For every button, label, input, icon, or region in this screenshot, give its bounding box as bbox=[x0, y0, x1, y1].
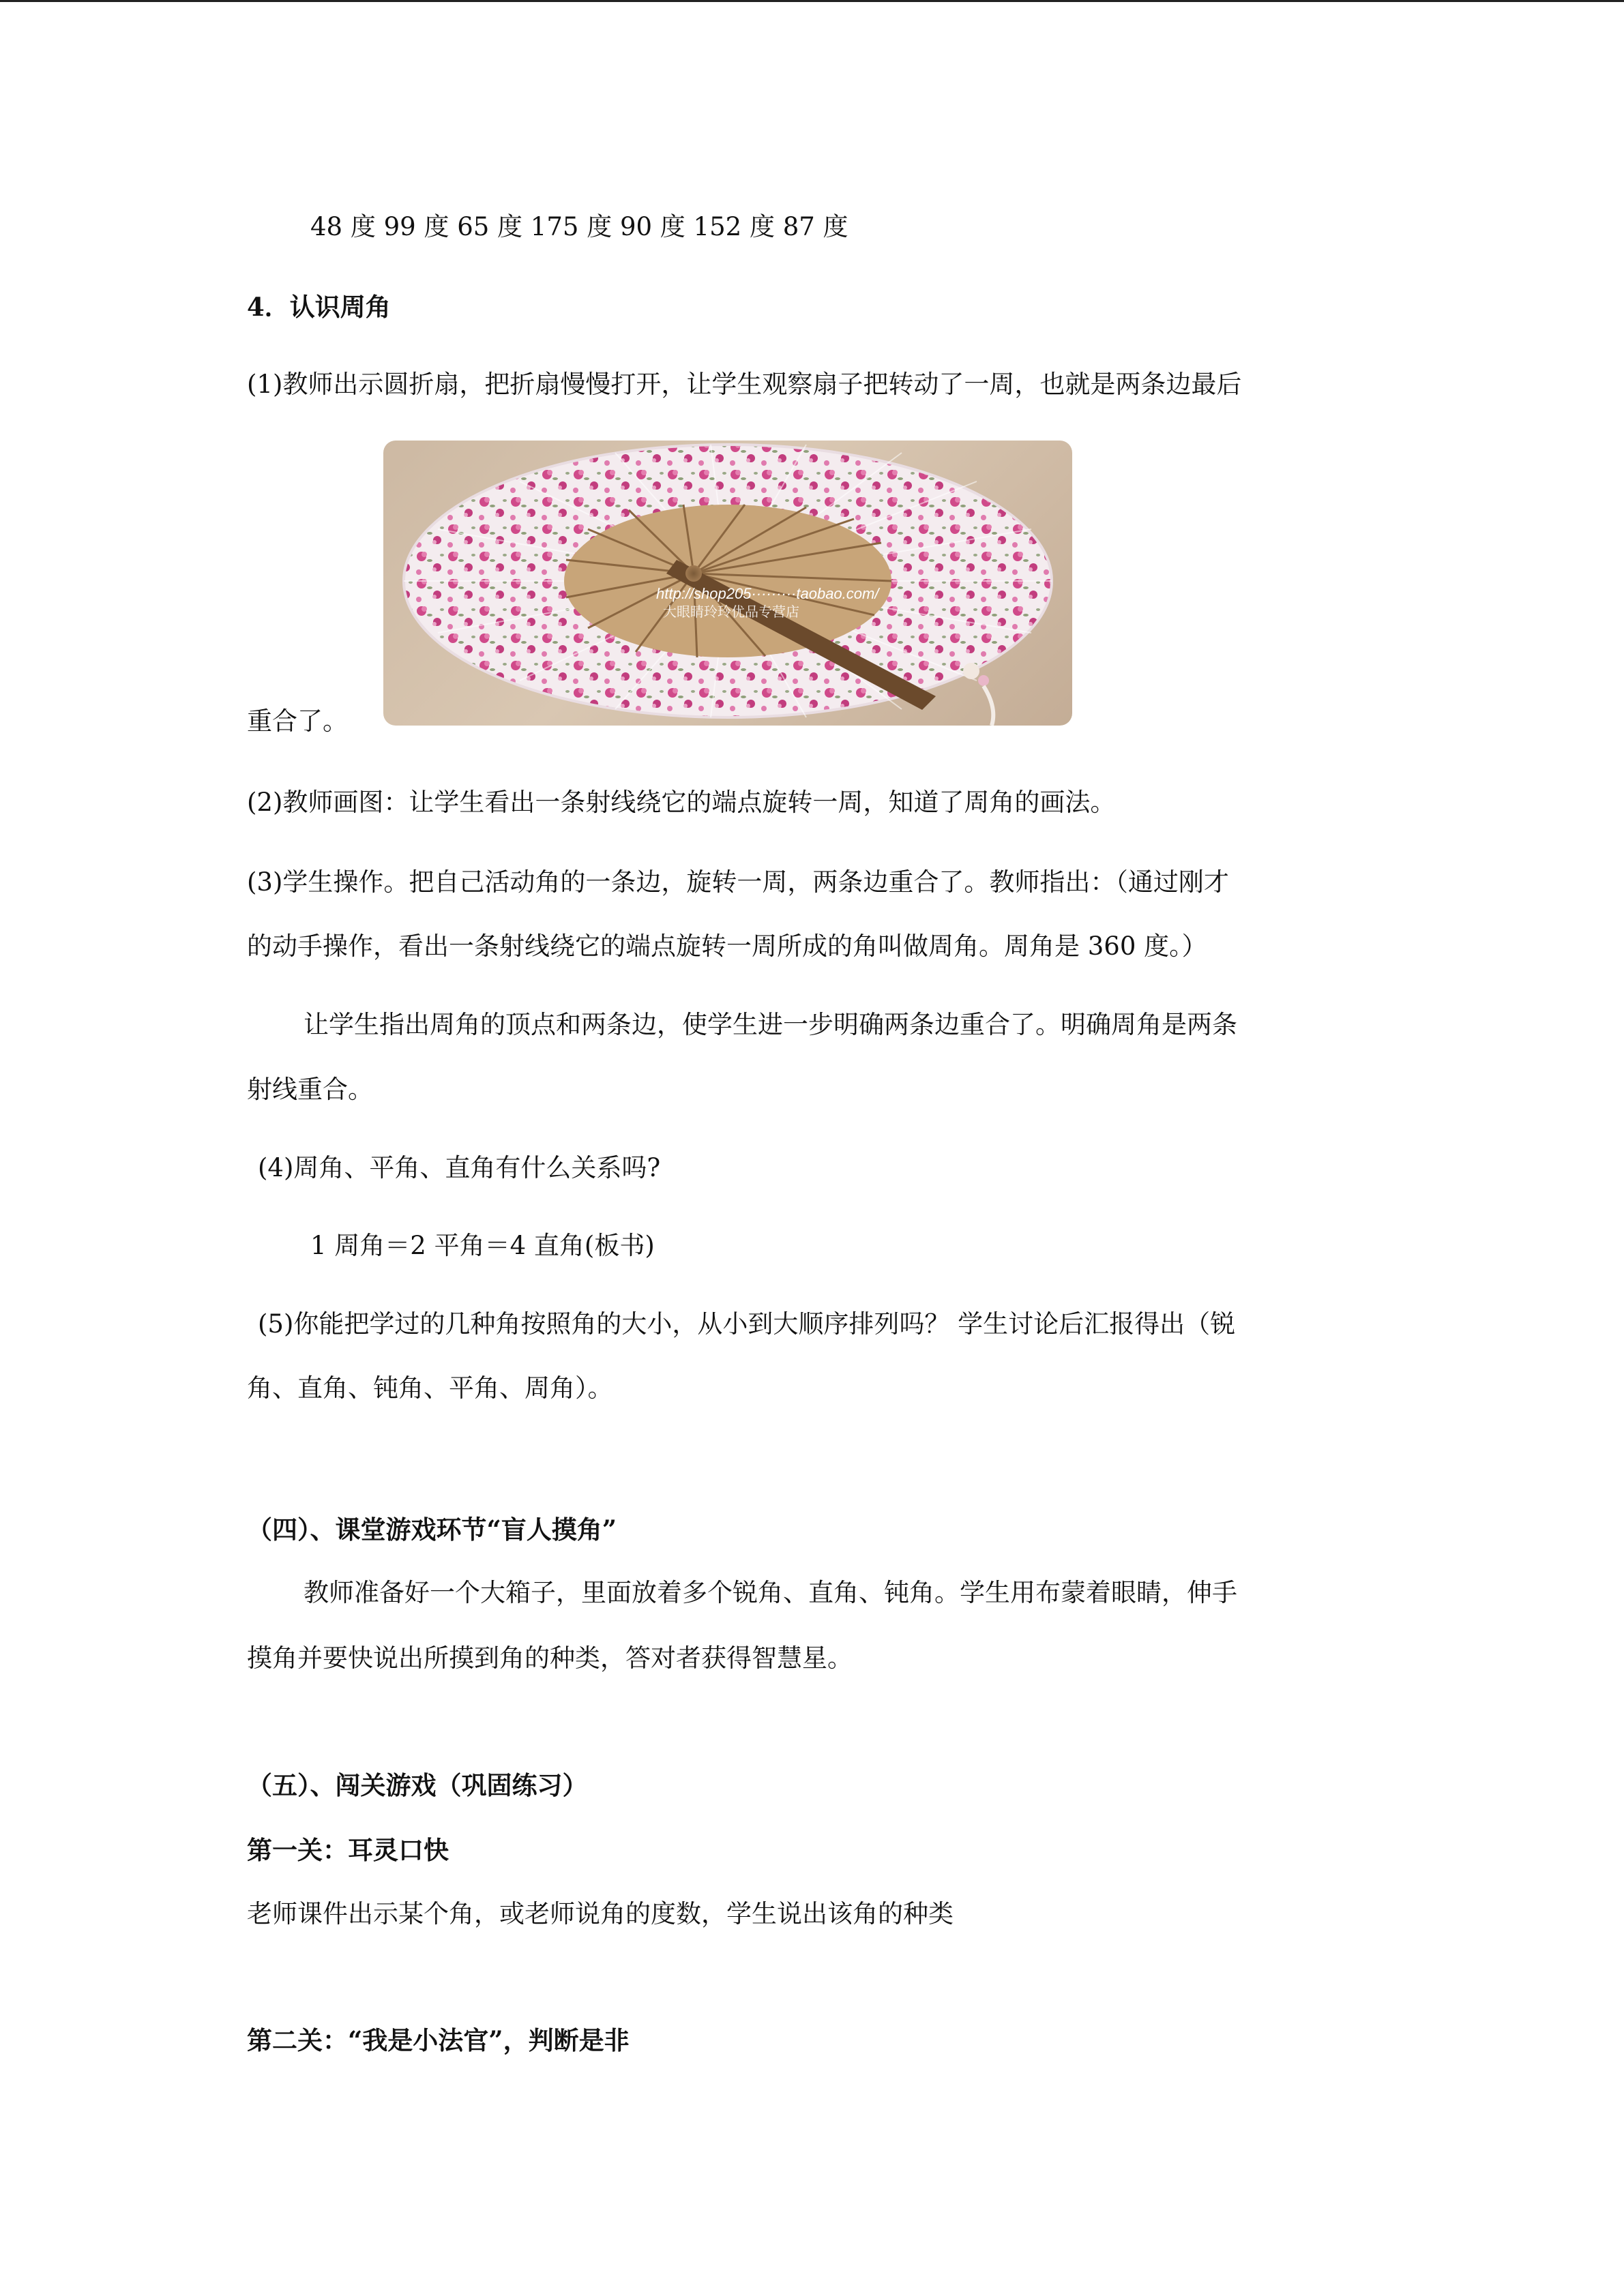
paragraph-3-line-1: (3)学生操作。把自己活动角的一条边，旋转一周，两条边重合了。教师指出：（通过刚才 bbox=[247, 867, 1229, 897]
watermark-shop: 大眼睛玲玲优品专营店 bbox=[663, 603, 799, 620]
paragraph-3-line-2: 的动手操作，看出一条射线绕它的端点旋转一周所成的角叫做周角。周角是 360 度。） bbox=[247, 931, 1207, 961]
folding-fan-photo bbox=[383, 441, 1072, 726]
paragraph-1-end: 重合了。 bbox=[247, 706, 348, 736]
section-heading-five: （五）、闯关游戏（巩固练习） bbox=[247, 1770, 588, 1800]
paragraph-6: 1 周角＝2 平角＝4 直角(板书) bbox=[310, 1231, 655, 1260]
page-top-border bbox=[0, 0, 1624, 2]
watermark-url: http://shop205·········taobao.com/ bbox=[656, 585, 879, 602]
paragraph-1: (1)教师出示圆折扇，把折扇慢慢打开，让学生观察扇子把转动了一周，也就是两条边最后 bbox=[247, 370, 1242, 399]
degree-list: 48 度 99 度 65 度 175 度 90 度 152 度 87 度 bbox=[310, 212, 848, 241]
paragraph-9: 老师课件出示某个角，或老师说角的度数，学生说出该角的种类 bbox=[247, 1899, 954, 1928]
level-2-heading: 第二关：“我是小法官”，判断是非 bbox=[247, 2025, 630, 2055]
paragraph-2: (2)教师画图：让学生看出一条射线绕它的端点旋转一周，知道了周角的画法。 bbox=[247, 788, 1116, 817]
paragraph-7-line-1: (5)你能把学过的几种角按照角的大小，从小到大顺序排列吗？ 学生讨论后汇报得出（锐 bbox=[258, 1309, 1236, 1339]
paragraph-7-line-2: 角、直角、钝角、平角、周角）。 bbox=[247, 1373, 613, 1403]
paragraph-5: (4)周角、平角、直角有什么关系吗? bbox=[258, 1153, 661, 1182]
section-heading-four: （四）、课堂游戏环节“盲人摸角” bbox=[247, 1515, 617, 1545]
paragraph-8-line-2: 摸角并要快说出所摸到角的种类，答对者获得智慧星。 bbox=[247, 1643, 853, 1673]
level-1-heading: 第一关：耳灵口快 bbox=[247, 1835, 449, 1865]
section-heading-4: 4．认识周角 bbox=[247, 292, 391, 322]
paragraph-8-line-1: 教师准备好一个大箱子，里面放着多个锐角、直角、钝角。学生用布蒙着眼睛，伸手 bbox=[304, 1578, 1237, 1607]
paragraph-4-line-2: 射线重合。 bbox=[247, 1075, 373, 1104]
paragraph-4-line-1: 让学生指出周角的顶点和两条边，使学生进一步明确两条边重合了。明确周角是两条 bbox=[304, 1010, 1237, 1039]
